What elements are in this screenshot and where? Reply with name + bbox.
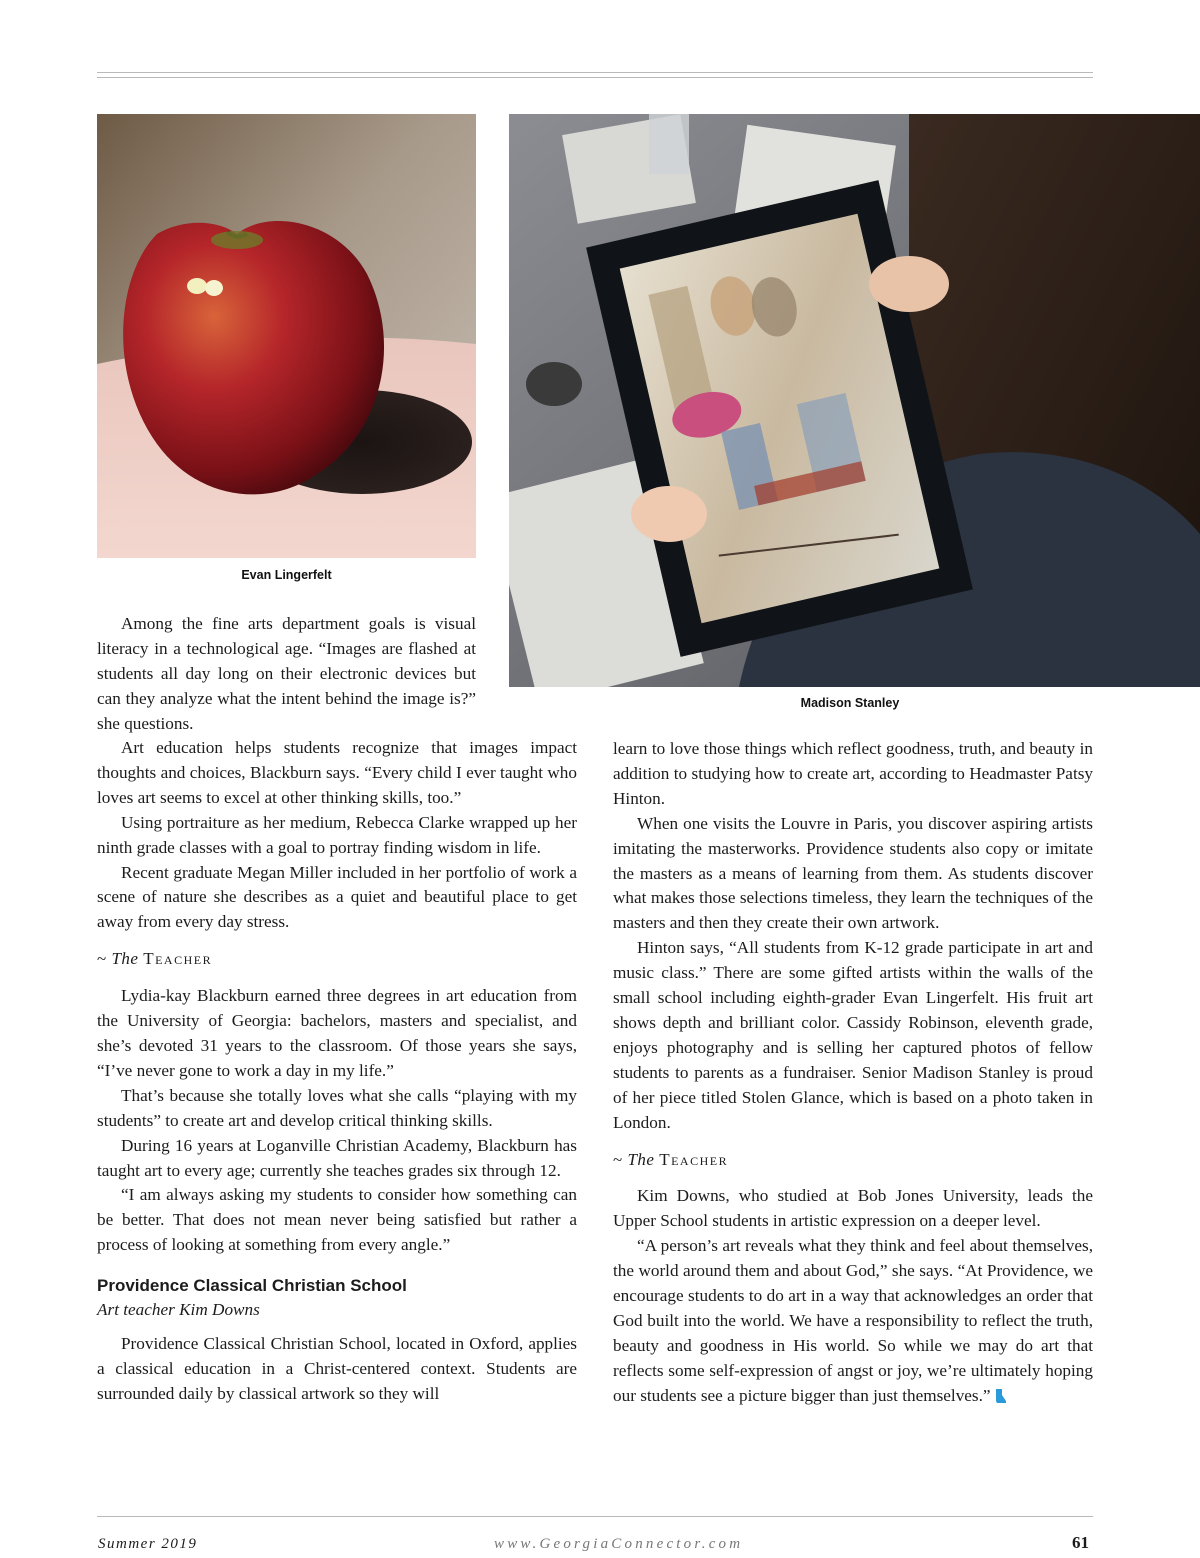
left-paragraph-6: That’s because she totally loves what she calls “playing with my students” to create art and develop critical thinking skills. — [97, 1085, 577, 1130]
right-signature: ~ The Teacher — [613, 1149, 729, 1169]
top-rule — [97, 72, 1093, 73]
left-column-intro — [97, 612, 476, 737]
top-rule-secondary — [97, 77, 1093, 78]
apple-caption: Evan Lingerfelt — [241, 568, 332, 582]
right-paragraph-3: Hinton says, “All students from K-12 grade participate in art and music class.” There are some gifted artists within the walls of the small school including eighth-grader Evan Lingerfelt. His fruit art shows depth and brilliant color. Cassidy Robinson, eleventh grade, enjoys photography and is selling her captured photos of fellow students to parents as a fundraiser. Senior Madison Stanley is proud of her piece titled Stolen Glance, which is based on a photo taken in London. — [613, 938, 1093, 1132]
left-paragraph-9: Providence Classical Christian School, located in Oxford, applies a classical education in a Christ-centered context. Students are surrounded daily by classical artwork so they will — [97, 1334, 577, 1403]
apple-painting-image — [97, 114, 476, 558]
right-paragraph-2: When one visits the Louvre in Paris, you discover aspiring artists imitating the masterworks. Providence students also copy or imitate the masters as a means of learning from them. As students discover what makes those selections timeless, they learn the techniques of the masters and then they create their own artwork. — [613, 813, 1093, 933]
right-paragraph-5 — [613, 1234, 1093, 1408]
left-signature-teacher: Teacher — [143, 949, 213, 969]
left-column — [97, 736, 577, 1407]
right-paragraph-1: learn to love those things which reflect goodness, truth, and beauty in addition to studying how to create art, according to Headmaster Patsy Hinton. — [613, 739, 1093, 808]
page-number: 61 — [1072, 1533, 1089, 1552]
student-artwork-photo — [509, 114, 1200, 687]
school-subhead: Art teacher Kim Downs — [97, 1300, 260, 1320]
left-signature: ~ The Teacher — [97, 949, 213, 969]
left-paragraph-3: Using portraiture as her medium, Rebecca Clarke wrapped up her ninth grade classes with a goal to portray finding wisdom in life. — [97, 812, 577, 857]
left-paragraph-2: Art education helps students recognize that images impact thoughts and choices, Blackburn says. “Every child I ever taught who loves art seems to excel at other thinking skills, too.” — [97, 738, 577, 807]
left-signature-the: The — [111, 949, 139, 969]
right-signature-the: The — [627, 1149, 655, 1169]
georgia-endmark-icon — [995, 1389, 1007, 1403]
footer-rule — [97, 1516, 1093, 1517]
footer-url: www.GeorgiaConnector.com — [494, 1536, 744, 1552]
left-paragraph-8: “I am always asking my students to consider how something can be better. That does not mean never being satisfied but rather a process of looking at something from every angle.” — [97, 1185, 577, 1255]
left-paragraph-4: Recent graduate Megan Miller included in her portfolio of work a scene of nature she describes as a quiet and beautiful place to get away from every day stress. — [97, 862, 577, 932]
footer-issue: Summer 2019 — [98, 1536, 198, 1552]
school-heading: Providence Classical Christian School — [97, 1276, 407, 1296]
left-paragraph-7: During 16 years at Loganville Christian Academy, Blackburn has taught art to every age; currently she teaches grades six through 12. — [97, 1135, 577, 1180]
student-photo-caption: Madison Stanley — [800, 696, 900, 710]
right-column — [613, 737, 1093, 1409]
right-signature-teacher: Teacher — [659, 1149, 729, 1169]
left-paragraph-5: Lydia-kay Blackburn earned three degrees in art education from the University of Georgia: bachelors, masters and specialist, and she’s devoted 31 years to the classroom. Of those years she says, “I’ve never gone to work a day in my life.” — [97, 986, 577, 1080]
right-paragraph-4: Kim Downs, who studied at Bob Jones University, leads the Upper School students in artistic expression on a deeper level. — [613, 1186, 1093, 1231]
right-paragraph-5-text: “A person’s art reveals what they think and feel about themselves, the world around them and about God,” she says. “At Providence, we encourage students to do art in a way that acknowledges an order that God built into the world. We have a responsibility to reflect the truth, beauty and goodness in His world. So while we may do art that reflects some self-expression of angst or joy, we’re ultimately hoping our students see a picture bigger than just themselves.” — [613, 1236, 1093, 1405]
left-paragraph-1: Among the fine arts department goals is visual literacy in a technological age. “Images are flashed at students all day long on their electronic devices but can they analyze what the intent behind the image is?” she questions. — [97, 614, 476, 733]
